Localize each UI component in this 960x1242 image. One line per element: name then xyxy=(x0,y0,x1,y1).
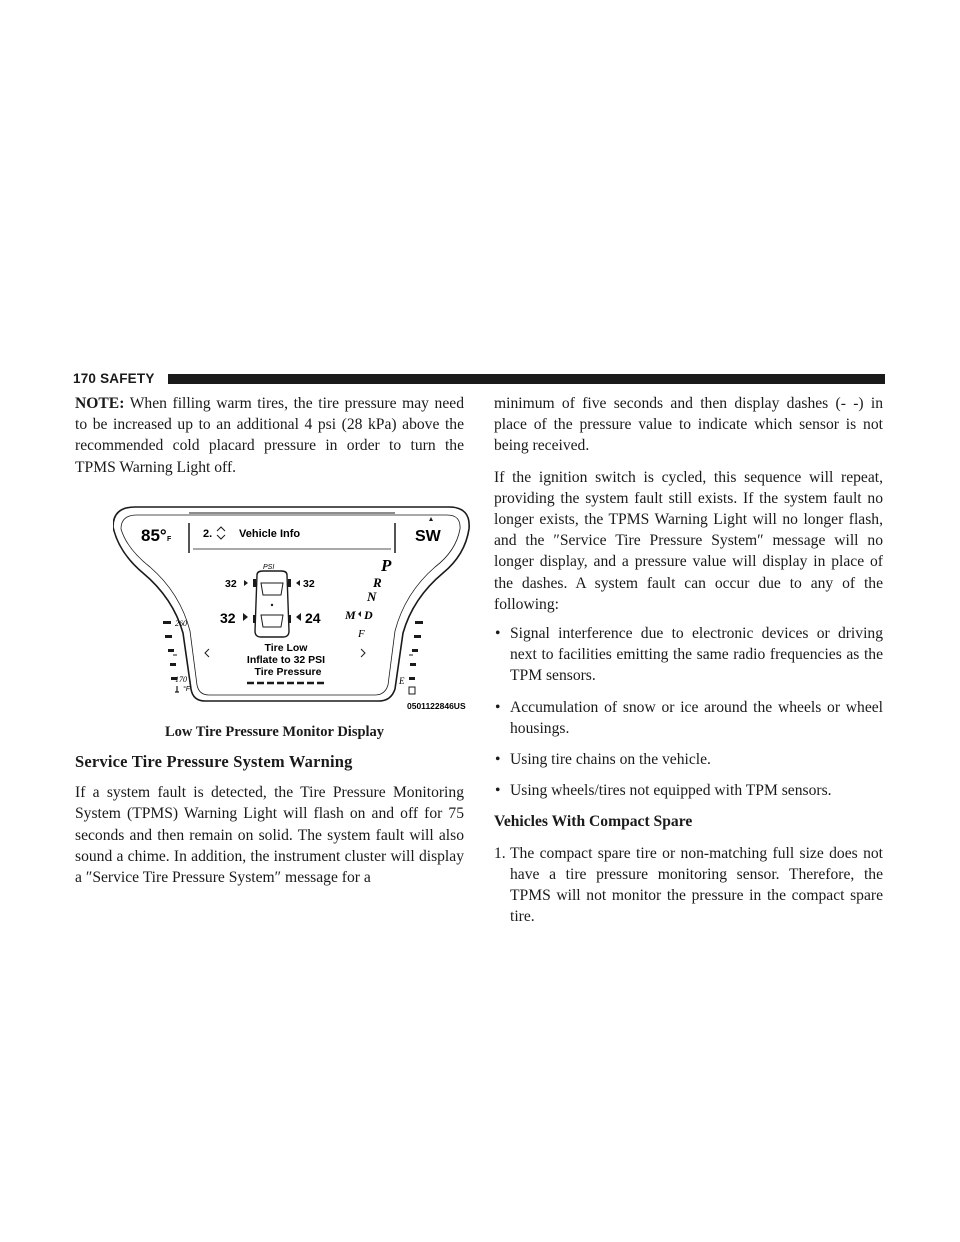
temperature-gauge xyxy=(163,621,177,680)
numbered-item xyxy=(494,843,883,928)
front-left-pressure: 32 xyxy=(225,577,237,590)
right-paragraph-2: If the ignition switch is cycled, this sequence will repeat, providing the system fault still exists. If the system fault no longer exists, the TPMS Warning Light will no longer flash, and the ″Service Tire Pressure System″ message will no longer display, and a pressure value will display in place of the dashes. A system fault can occur due to any of the following: xyxy=(494,468,883,613)
front-left-arrow-icon xyxy=(244,580,248,586)
compass-pointer-icon xyxy=(429,517,433,521)
list-item: • Signal interference due to electronic devices or driving next to facilities emitting the same radio frequencies as the TPM sensors. xyxy=(494,623,883,687)
gauge-low-label: 170 xyxy=(175,674,187,684)
menu-arrows-icon xyxy=(217,527,225,539)
gear-reverse: R xyxy=(373,574,382,590)
numbered-list xyxy=(494,843,883,928)
gear-park: P xyxy=(381,555,392,575)
right-column xyxy=(494,393,883,927)
left-body-paragraph: If a system fault is detected, the Tire Pressure Monitoring System (TPMS) Warning Light will flash on and off for 75 seconds and then remain on solid. The system fault will also sound a chime. In addition, the instrument cluster will display a ″Service Tire Pressure System″ message for a xyxy=(75,784,464,887)
list-item: • Accumulation of snow or ice around the wheels or wheel housings. xyxy=(494,697,883,739)
rear-left-pressure: 32 xyxy=(220,609,236,626)
fault-cause-list xyxy=(494,623,883,801)
message-line-3: Tire Pressure xyxy=(254,665,322,678)
cluster-figure xyxy=(113,503,473,719)
item-number: 1. xyxy=(494,844,506,862)
note-text: When filling warm tires, the tire pressure may need to be increased up to an additional 4 psi (28 kPa) above the recommended cold placard pressure in order to turn the TPMS Warning Light off. xyxy=(75,395,464,476)
psi-label: PSI xyxy=(263,563,275,571)
front-right-pressure: 32 xyxy=(303,577,315,590)
compass-heading: SW xyxy=(415,527,441,545)
list-item: • Using wheels/tires not equipped with TPM sensors. xyxy=(494,780,883,801)
message-line-2: Inflate to 32 PSI xyxy=(246,653,326,666)
left-column xyxy=(75,393,464,888)
note-label: NOTE: xyxy=(75,395,125,412)
menu-title: Vehicle Info xyxy=(239,527,301,540)
section-heading: Service Tire Pressure System Warning xyxy=(75,752,353,772)
fuel-empty-label: E xyxy=(399,675,405,686)
gear-neutral: N xyxy=(367,588,377,604)
coolant-icon xyxy=(175,686,179,692)
gear-manual: M xyxy=(345,607,356,622)
temp-gauge-unit: °F xyxy=(183,685,191,693)
right-scroll-icon xyxy=(361,649,365,657)
list-item: • Using tire chains on the vehicle. xyxy=(494,749,883,770)
figure-caption: Low Tire Pressure Monitor Display xyxy=(164,723,385,740)
fuel-pump-icon xyxy=(409,687,415,694)
page-header xyxy=(73,368,885,390)
fuel-gauge xyxy=(409,621,423,680)
rear-right-arrow-icon xyxy=(296,613,301,621)
subheading: Vehicles With Compact Spare xyxy=(494,813,693,831)
left-scroll-icon xyxy=(205,649,209,657)
right-paragraph-1: minimum of five seconds and then display dashes (- -) in place of the pressure value to indicate which sensor is not being received. xyxy=(494,395,883,455)
note-paragraph xyxy=(75,393,464,478)
front-right-arrow-icon xyxy=(296,580,300,586)
figure-code: 0501122846US xyxy=(407,700,466,711)
rear-right-pressure: 24 xyxy=(305,609,321,626)
item-text: The compact spare tire or non-matching full size does not have a tire pressure monitoring sensor. Therefore, the TPMS will not monitor the pressure in the compact spare tire. xyxy=(510,844,883,926)
rear-left-arrow-icon xyxy=(243,613,248,621)
gear-shift-arrow-icon xyxy=(358,611,361,617)
gauge-high-label: 260 xyxy=(175,618,187,628)
outside-temp: 85° xyxy=(141,525,167,545)
gear-f-label: F xyxy=(358,627,365,640)
message-line-1: Tire Low xyxy=(264,641,308,654)
menu-number: 2. xyxy=(203,527,213,540)
gear-drive: D xyxy=(364,607,373,622)
instrument-cluster-illustration xyxy=(113,503,473,719)
header-rule xyxy=(168,374,885,384)
vehicle-top-view-icon xyxy=(253,564,291,637)
outside-temp-unit: F xyxy=(167,535,172,543)
page-number-section: 170 SAFETY xyxy=(73,371,155,386)
